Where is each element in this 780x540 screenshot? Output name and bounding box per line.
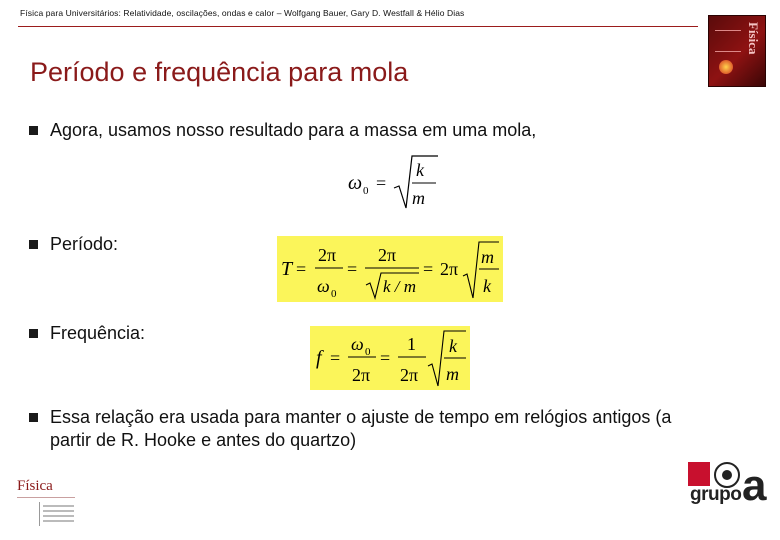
formula-subscript: 0 bbox=[363, 185, 369, 197]
bullet-text-history: Essa relação era usada para manter o ajuste de tempo em relógios antigos (a partir de R. Hooke e antes do quartzo) bbox=[50, 407, 672, 450]
grupo-a-mark-icon: a bbox=[742, 461, 767, 510]
frequency-one: 1 bbox=[407, 334, 416, 354]
frequency-k: k bbox=[449, 336, 457, 356]
period-two-pi-3: 2π bbox=[440, 259, 459, 279]
header-divider bbox=[18, 26, 698, 27]
bullet-text-intro: Agora, usamos nosso resultado para a massa em uma mola, bbox=[50, 120, 537, 140]
bullet-icon bbox=[29, 240, 38, 249]
formula-m: m bbox=[412, 188, 425, 208]
bullet-icon bbox=[29, 329, 38, 338]
frequency-m: m bbox=[446, 364, 459, 384]
cover-title: Física bbox=[746, 22, 761, 55]
slide-title: Período e frequência para mola bbox=[30, 57, 409, 87]
bullet-icon bbox=[29, 126, 38, 135]
period-omega: ω bbox=[317, 276, 330, 296]
frequency-equals-2: = bbox=[380, 348, 391, 368]
frequency-omega: ω bbox=[351, 334, 364, 354]
bullet-icon bbox=[29, 413, 38, 422]
formula-period bbox=[277, 236, 503, 302]
frequency-subscript: 0 bbox=[365, 346, 371, 358]
period-k: k bbox=[483, 276, 491, 296]
period-equals-3: = bbox=[423, 259, 434, 279]
formula-k: k bbox=[416, 160, 424, 180]
formula-frequency bbox=[310, 326, 470, 390]
period-T: T bbox=[281, 258, 293, 280]
frequency-f: f bbox=[316, 347, 322, 369]
footer-logo-lines bbox=[39, 502, 74, 526]
footer-logo-underline bbox=[17, 497, 75, 498]
bullet-text-period: Período: bbox=[50, 234, 119, 254]
header-book-reference: Física para Universitários: Relatividade, oscilações, ondas e calor – Wolfgang Bauer, Gary D. Westfall & Hélio Dias bbox=[20, 8, 465, 18]
cover-decoration bbox=[715, 30, 741, 52]
period-k-over-m: k / m bbox=[383, 277, 417, 296]
period-equals-2: = bbox=[347, 259, 358, 279]
period-two-pi-2: 2π bbox=[378, 245, 397, 265]
period-two-pi: 2π bbox=[318, 245, 337, 265]
formula-equals: = bbox=[376, 173, 387, 193]
footer-logo-word: Física bbox=[17, 478, 53, 494]
mcgraw-hill-logo-icon bbox=[688, 462, 710, 486]
frequency-two-pi: 2π bbox=[352, 365, 371, 385]
period-equals: = bbox=[296, 259, 307, 279]
footer-book-logo bbox=[17, 476, 79, 531]
frequency-two-pi-2: 2π bbox=[400, 365, 419, 385]
formula-omega-symbol: ω bbox=[348, 172, 363, 194]
book-cover-image bbox=[708, 15, 766, 87]
period-m: m bbox=[481, 247, 494, 267]
grupo-word: grupo bbox=[690, 484, 742, 505]
formula-angular-frequency bbox=[344, 152, 444, 212]
bullet-text-frequency: Frequência: bbox=[50, 323, 146, 343]
frequency-equals: = bbox=[330, 348, 341, 368]
cover-dot-icon bbox=[719, 60, 733, 74]
period-subscript: 0 bbox=[331, 288, 337, 300]
publisher-logo bbox=[688, 460, 774, 532]
